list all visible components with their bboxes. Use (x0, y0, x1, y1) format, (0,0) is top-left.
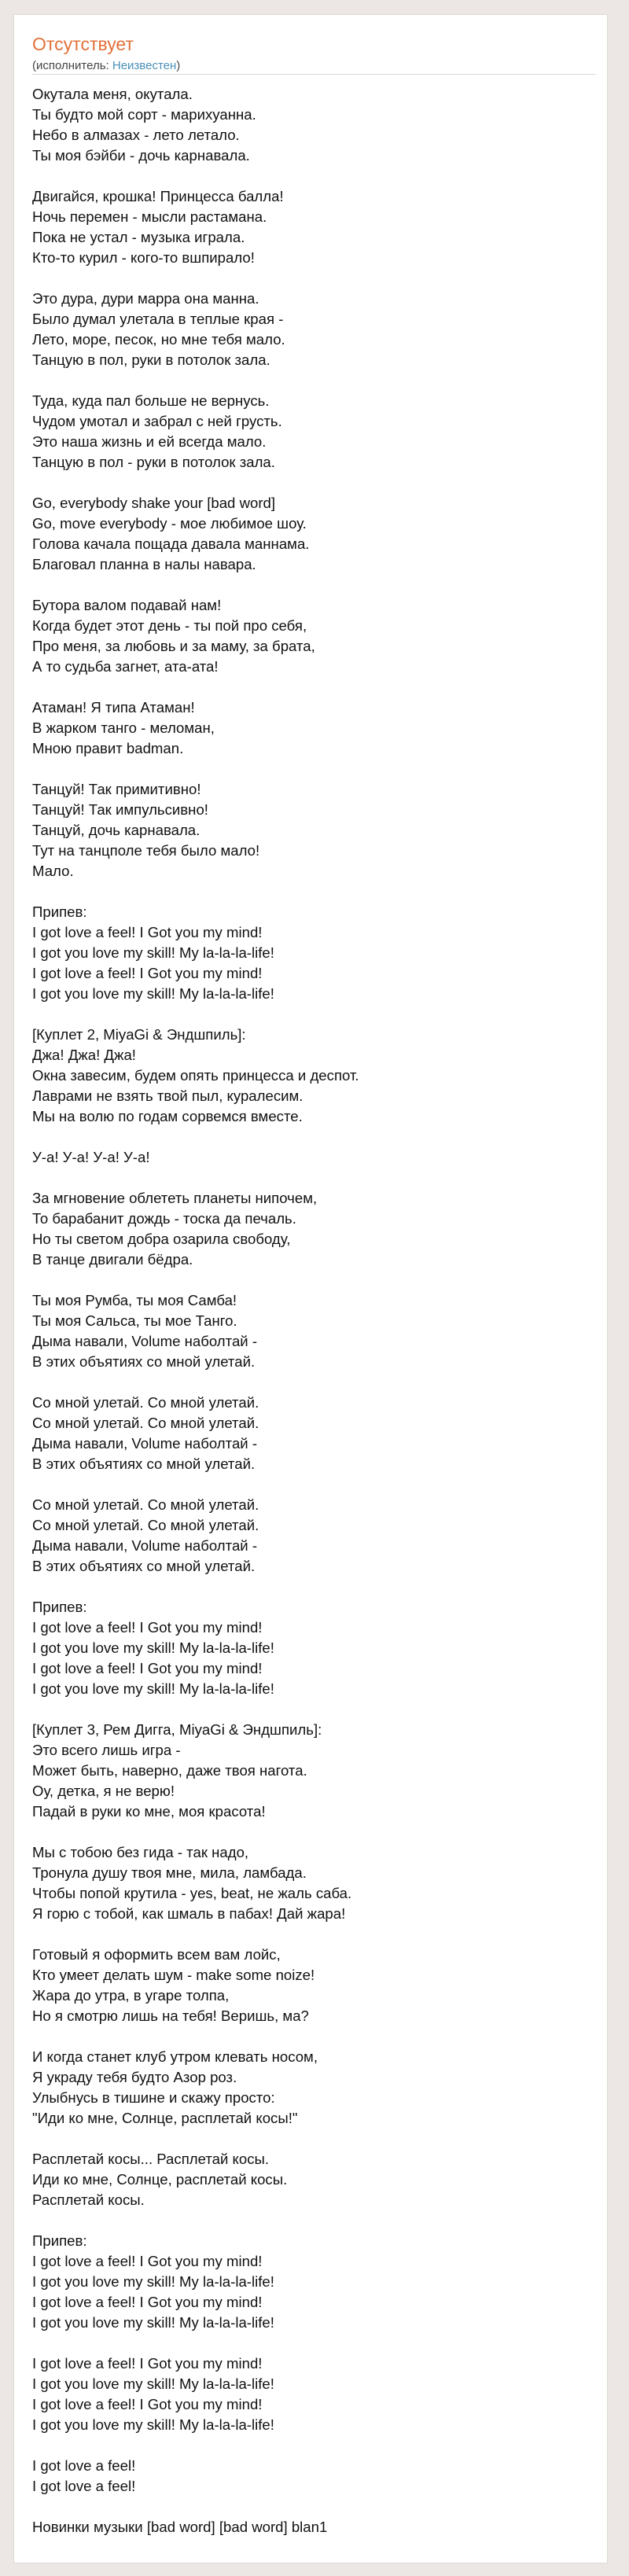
lyric-line: Расплетай косы... Расплетай косы. (32, 2151, 270, 2167)
lyric-line: Тронула душу твоя мне, мила, ламбада. (32, 1864, 307, 1881)
blank-line (32, 166, 594, 186)
lyric-line: I got you love my skill! My la-la-la-life! (32, 985, 274, 1002)
lyric-line: Но ты светом добра озарила свободу, (32, 1231, 291, 1247)
artist-suffix: ) (176, 59, 181, 72)
lyric-line: Джа! Джа! Джа! (32, 1047, 136, 1063)
lyric-line: В этих объятиях со мной улетай. (32, 1558, 256, 1574)
lyric-line: У-а! У-а! У-а! У-а! (32, 1149, 150, 1165)
lyric-line: I got love a feel! I Got you my mind! (32, 924, 263, 940)
blank-line (32, 2026, 594, 2047)
lyric-line: Новинки музыки [bad word] [bad word] blan1 (32, 2519, 328, 2535)
lyric-line: Благовал планна в налы навара. (32, 556, 256, 572)
lyric-line: Я украду тебя будто Азор роз. (32, 2069, 237, 2085)
lyric-line: В танце двигали бёдра. (32, 1251, 193, 1268)
lyric-line: I got love a feel! I Got you my mind! (32, 2355, 263, 2372)
blank-line (32, 2333, 594, 2353)
lyric-line: Окутала меня, окутала. (32, 86, 193, 102)
lyric-line: I got you love my skill! My la-la-la-life! (32, 2273, 274, 2290)
lyric-line: [Куплет 3, Рем Дигга, MiyaGi & Эндшпиль]: (32, 1721, 322, 1738)
blank-line (32, 759, 594, 779)
lyric-line: Тут на танцполе тебя было мало! (32, 842, 260, 859)
blank-line (32, 1699, 594, 1720)
lyric-line: I got love a feel! I Got you my mind! (32, 2396, 263, 2412)
lyric-line: Оу, детка, я не верю! (32, 1783, 175, 1799)
lyric-line: Go, move everybody - мое любимое шоу. (32, 515, 307, 532)
blank-line (32, 2210, 594, 2231)
lyric-line: Но я смотрю лишь на тебя! Веришь, ма? (32, 2007, 309, 2024)
lyric-line: Танцуй! Так импульсивно! (32, 801, 208, 818)
blank-line (32, 1577, 594, 1597)
lyric-line: Голова качала пощада давала маннама. (32, 535, 310, 552)
lyric-line: I got you love my skill! My la-la-la-life! (32, 2314, 274, 2331)
lyric-line: Ночь перемен - мысли растамана. (32, 208, 267, 225)
lyric-line: I got love a feel! I Got you my mind! (32, 1660, 263, 1676)
lyric-line: Танцуй, дочь карнавала. (32, 822, 200, 838)
lyric-line: Лаврами не взять твой пыл, куралесим. (32, 1087, 303, 1104)
lyric-line: Это дура, дури марра она манна. (32, 290, 259, 307)
lyric-line: Ты будто мой сорт - марихуанна. (32, 106, 256, 123)
blank-line (32, 370, 594, 391)
lyric-line: Иди ко мне, Солнце, расплетай косы. (32, 2171, 288, 2188)
blank-line (32, 575, 594, 595)
artist-prefix: (исполнитель: (32, 59, 112, 72)
lyric-line: Чтобы попой крутила - yes, beat, не жаль саба. (32, 1885, 352, 1901)
lyric-line: I got you love my skill! My la-la-la-life! (32, 1639, 274, 1656)
lyric-line: Танцую в пол, руки в потолок зала. (32, 351, 270, 368)
blank-line (32, 473, 594, 493)
lyric-line: Кто умеет делать шум - make some noize! (32, 1967, 315, 1983)
lyric-line: Атаман! Я типа Атаман! (32, 699, 195, 716)
blank-line (32, 2435, 594, 2456)
blank-line (32, 2497, 594, 2517)
lyric-line: Мы на волю по годам сорвемся вместе. (32, 1108, 303, 1124)
blank-line (32, 1004, 594, 1025)
blank-line (32, 2129, 594, 2149)
lyric-line: Go, everybody shake your [bad word] (32, 495, 276, 511)
lyric-line: В этих объятиях со мной улетай. (32, 1353, 256, 1370)
lyric-line: "Иди ко мне, Солнце, расплетай косы!" (32, 2110, 298, 2126)
lyric-line: Окна завесим, будем опять принцесса и деспот. (32, 1067, 359, 1084)
title-divider (32, 74, 596, 75)
blank-line (32, 1474, 594, 1495)
lyric-line: Двигайся, крошка! Принцесса балла! (32, 188, 284, 204)
lyric-line: Лето, море, песок, но мне тебя мало. (32, 331, 285, 348)
lyric-line: I got love a feel! (32, 2478, 136, 2494)
lyric-line: Это всего лишь игра - (32, 1742, 181, 1758)
lyrics-page (13, 14, 608, 2563)
blank-line (32, 1372, 594, 1393)
lyric-line: Припев: (32, 1599, 87, 1615)
lyric-line: Ты моя бэйби - дочь карнавала. (32, 147, 250, 164)
blank-line (32, 677, 594, 697)
lyric-line: Туда, куда пал больше не вернусь. (32, 392, 270, 409)
lyric-line: Мало. (32, 863, 74, 879)
lyric-line: Дыма навали, Volume наболтай - (32, 1537, 258, 1554)
artist-line (32, 58, 180, 74)
blank-line (32, 1924, 594, 1945)
lyric-line: I got you love my skill! My la-la-la-life! (32, 2375, 274, 2392)
lyrics-text (32, 84, 594, 2537)
song-title: Отсутствует (32, 34, 134, 54)
lyric-line: Припев: (32, 2232, 87, 2249)
lyric-line: Было думал улетала в теплые края - (32, 311, 284, 327)
blank-line (32, 1127, 594, 1147)
lyric-line: Мною правит badman. (32, 740, 184, 756)
blank-line (32, 1822, 594, 1842)
lyric-line: Ты моя Сальса, ты мое Танго. (32, 1312, 237, 1329)
lyric-line: Припев: (32, 903, 87, 920)
lyric-line: А то судьба загнет, ата-ата! (32, 658, 219, 675)
blank-line (32, 1270, 594, 1290)
lyric-line: Это наша жизнь и ей всегда мало. (32, 433, 267, 450)
lyric-line: I got love a feel! I Got you my mind! (32, 2253, 263, 2269)
lyric-line: Кто-то курил - кого-то вшпирало! (32, 249, 255, 266)
lyric-line: Расплетай косы. (32, 2191, 145, 2208)
lyric-line: В этих объятиях со мной улетай. (32, 1455, 256, 1472)
lyric-line: Может быть, наверно, даже твоя нагота. (32, 1762, 307, 1779)
lyric-line: Дыма навали, Volume наболтай - (32, 1435, 258, 1452)
lyric-line: Когда будет этот день - ты пой про себя, (32, 617, 307, 634)
lyric-line: Улыбнусь в тишине и скажу просто: (32, 2089, 275, 2106)
lyric-line: Дыма навали, Volume наболтай - (32, 1333, 258, 1349)
lyric-line: Падай в руки ко мне, моя красота! (32, 1803, 266, 1820)
lyric-line: Я горю с тобой, как шмаль в пабах! Дай жара! (32, 1905, 346, 1922)
lyric-line: Чудом умотал и забрал с ней грусть. (32, 413, 282, 429)
lyric-line: [Куплет 2, MiyaGi & Эндшпиль]: (32, 1026, 246, 1043)
lyric-line: Танцую в пол - руки в потолок зала. (32, 454, 275, 470)
blank-line (32, 1168, 594, 1188)
lyric-line: I got love a feel! I Got you my mind! (32, 2294, 263, 2310)
lyric-line: Со мной улетай. Со мной улетай. (32, 1496, 259, 1513)
lyric-line: I got love a feel! I Got you my mind! (32, 965, 263, 981)
lyric-line: I got love a feel! (32, 2457, 136, 2474)
lyric-line: Небо в алмазах - лето летало. (32, 127, 240, 143)
lyric-line: Пока не устал - музыка играла. (32, 229, 245, 245)
lyric-line: То барабанит дождь - тоска да печаль. (32, 1210, 296, 1227)
blank-line (32, 268, 594, 289)
lyric-line: Со мной улетай. Со мной улетай. (32, 1415, 259, 1431)
lyric-line: И когда станет клуб утром клевать носом, (32, 2048, 318, 2065)
lyric-line: Про меня, за любовь и за маму, за брата, (32, 638, 315, 654)
lyric-line: I got you love my skill! My la-la-la-life! (32, 2416, 274, 2433)
blank-line (32, 881, 594, 902)
lyric-line: Танцуй! Так примитивно! (32, 781, 201, 797)
lyric-line: Готовый я оформить всем вам лойс, (32, 1946, 281, 1963)
lyric-line: I got you love my skill! My la-la-la-life! (32, 1680, 274, 1697)
lyric-line: За мгновение облететь планеты нипочем, (32, 1190, 318, 1206)
lyric-line: Жара до утра, в угаре толпа, (32, 1987, 230, 2004)
lyric-line: I got love a feel! I Got you my mind! (32, 1619, 263, 1636)
lyric-line: Мы с тобою без гида - так надо, (32, 1844, 249, 1860)
lyric-line: I got you love my skill! My la-la-la-life! (32, 944, 274, 961)
lyric-line: В жарком танго - меломан, (32, 719, 215, 736)
lyric-line: Бутора валом подавай нам! (32, 597, 222, 613)
artist-link[interactable]: Неизвестен (112, 59, 177, 72)
lyric-line: Со мной улетай. Со мной улетай. (32, 1517, 259, 1533)
lyric-line: Ты моя Румба, ты моя Самба! (32, 1292, 237, 1308)
lyric-line: Со мной улетай. Со мной улетай. (32, 1394, 259, 1411)
